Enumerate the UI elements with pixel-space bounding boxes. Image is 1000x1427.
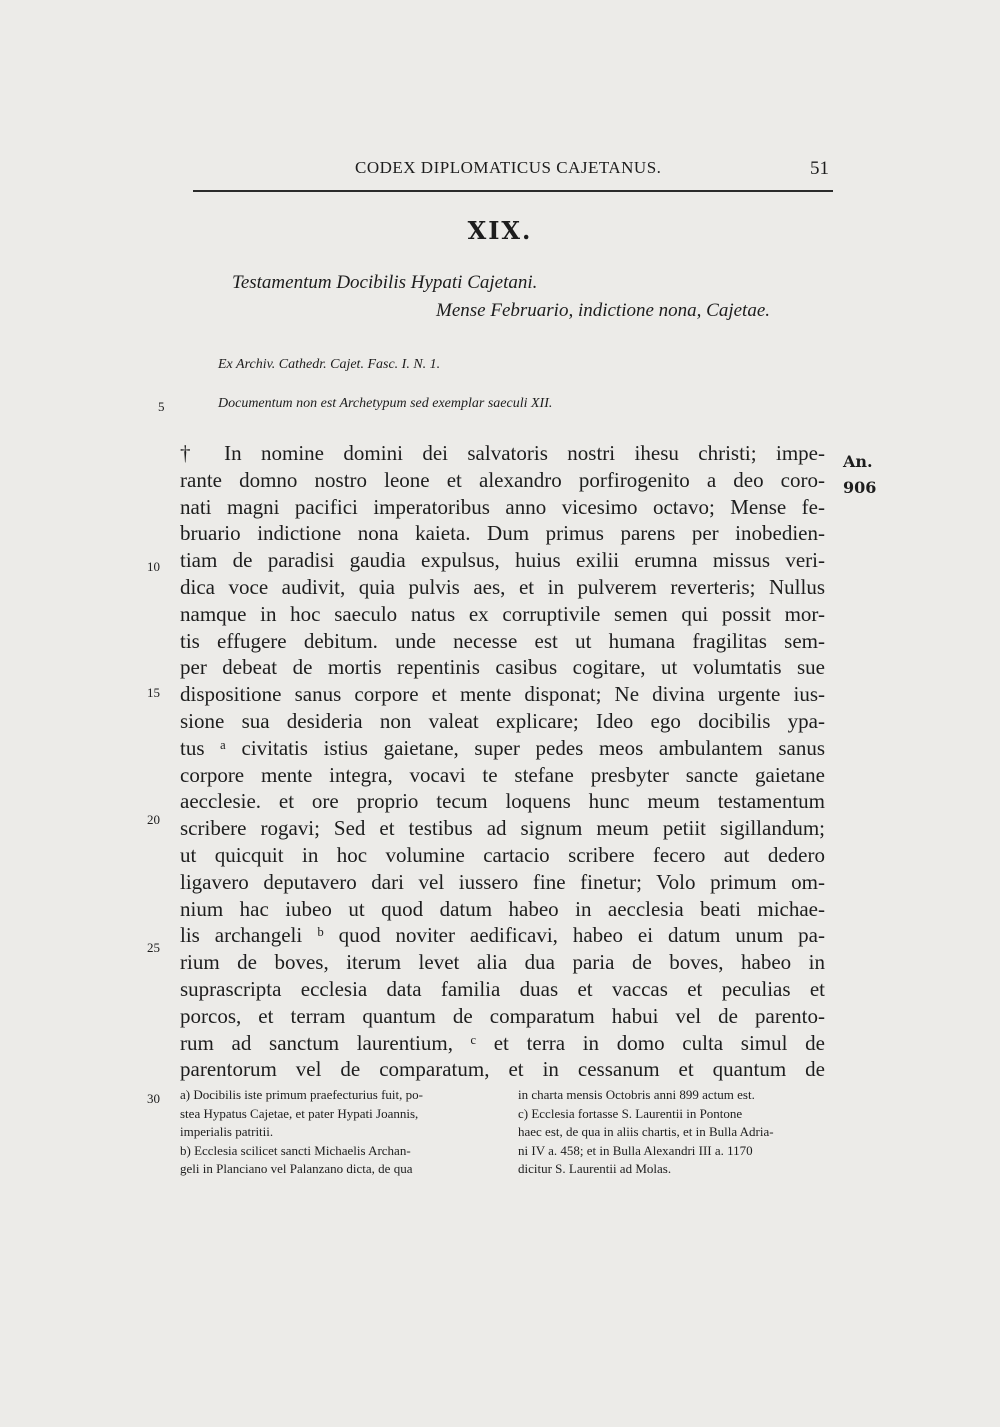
document-title: Testamentum Docibilis Hypati Cajetani. bbox=[232, 272, 538, 293]
body-line: ligavero deputavero dari vel iussero fine finetur; Volo primum om- bbox=[180, 869, 825, 894]
body-line: tiam de paradisi gaudia expulsus, huius exilii erumna missus veri- bbox=[180, 548, 825, 573]
body-line: scribere rogavi; Sed et testibus ad signum meum petiit sigillandum; bbox=[180, 816, 825, 841]
body-line: rum ad sanctum laurentium, ᶜ et terra in domo culta simul de bbox=[180, 1030, 825, 1055]
body-line: dica voce audivit, quia pulvis aes, et in pulverem reverteris; Nullus bbox=[180, 574, 825, 599]
body-line: parentorum vel de comparatum, et in cessanum et quantum de bbox=[180, 1057, 825, 1082]
document-note: Documentum non est Archetypum sed exemplar saeculi XII. bbox=[218, 396, 553, 411]
body-line: suprascripta ecclesia data familia duas et vaccas et peculias et bbox=[180, 976, 825, 1001]
body-line: corpore mente integra, vocavi te stefane presbyter sancte gaietane bbox=[180, 762, 825, 787]
body-line: aecclesie. et ore proprio tecum loquens hunc meum testamentum bbox=[180, 789, 825, 814]
body-line: lis archangeli ᵇ quod noviter aedificavi, habeo ei datum unum pa- bbox=[180, 923, 825, 948]
footnote-line: c) Ecclesia fortasse S. Laurentii in Pontone bbox=[518, 1105, 743, 1121]
line-number-20: 20 bbox=[147, 812, 160, 827]
running-head: CODEX DIPLOMATICUS CAJETANUS. bbox=[355, 158, 662, 177]
body-line: rium de boves, iterum levet alia dua paria de boves, habeo in bbox=[180, 950, 825, 975]
footnote-line: imperialis patritii. bbox=[180, 1124, 274, 1140]
body-line: per debeat de mortis repentinis casibus cogitare, ut volumtatis sue bbox=[180, 655, 825, 680]
margin-year-label: An. bbox=[843, 452, 873, 471]
footnote-line: in charta mensis Octobris anni 899 actum est. bbox=[518, 1087, 755, 1102]
source-reference: Ex Archiv. Cathedr. Cajet. Fasc. I. N. 1. bbox=[218, 357, 441, 372]
body-line: nium hac iubeo ut quod datum habeo in aecclesia beati michae- bbox=[180, 896, 825, 921]
footnotes-right-column bbox=[518, 1086, 840, 1179]
footnote-line: geli in Planciano vel Palanzano dicta, de qua bbox=[180, 1161, 413, 1177]
body-line: † In nomine domini dei salvatoris nostri ihesu christi; impe- bbox=[180, 441, 825, 465]
line-number-10: 10 bbox=[147, 559, 160, 574]
document-date-place: Mense Februario, indictione nona, Cajetae. bbox=[436, 300, 771, 321]
footnote-line: stea Hypatus Cajetae, et pater Hypati Joannis, bbox=[180, 1105, 419, 1121]
body-line: porcos, et terram quantum de comparatum habui vel de parento- bbox=[180, 1003, 825, 1028]
footnote-line: ni IV a. 458; et in Bulla Alexandri III a. 1170 bbox=[518, 1142, 753, 1158]
margin-year-value: 906 bbox=[843, 478, 877, 497]
line-number-30: 30 bbox=[147, 1091, 160, 1106]
line-number-15: 15 bbox=[147, 685, 160, 700]
body-line: nati magni pacifici imperatoribus anno vicesimo octavo; Mense fe- bbox=[180, 494, 825, 519]
line-number-25: 25 bbox=[147, 940, 160, 955]
body-line: rante domno nostro leone et alexandro porfirogenito a deo coro- bbox=[180, 467, 825, 492]
body-line: bruario indictione nona kaieta. Dum primus parens per inobedien- bbox=[180, 521, 825, 546]
body-line: sione sua desideria non valeat explicare; Ideo ego docibilis ypa- bbox=[180, 708, 825, 733]
footnote-line: dicitur S. Laurentii ad Molas. bbox=[518, 1161, 672, 1177]
footnote-line: a) Docibilis iste primum praefecturius fuit, po- bbox=[180, 1087, 423, 1102]
page-number: 51 bbox=[810, 158, 829, 179]
document-body bbox=[180, 440, 825, 1083]
header-rule bbox=[193, 190, 833, 192]
footnotes-left-column bbox=[180, 1086, 500, 1179]
body-line: tis effugere debitum. unde necesse est ut humana fragilitas sem- bbox=[180, 628, 825, 653]
body-line: tus ᵃ civitatis istius gaietane, super pedes meos ambulantem sanus bbox=[180, 735, 825, 760]
body-line: ut quicquit in hoc volumine cartacio scribere fecero aut dedero bbox=[180, 842, 825, 867]
line-number-5: 5 bbox=[158, 399, 165, 414]
body-line: namque in hoc saeculo natus ex corruptivile semen qui possit mor- bbox=[180, 601, 825, 626]
document-number: XIX. bbox=[467, 216, 533, 245]
footnote-line: haec est, de qua in aliis chartis, et in Bulla Adria- bbox=[518, 1124, 774, 1140]
body-line: dispositione sanus corpore et mente disponat; Ne divina urgente ius- bbox=[180, 682, 825, 707]
footnote-line: b) Ecclesia scilicet sancti Michaelis Archan- bbox=[180, 1142, 411, 1158]
